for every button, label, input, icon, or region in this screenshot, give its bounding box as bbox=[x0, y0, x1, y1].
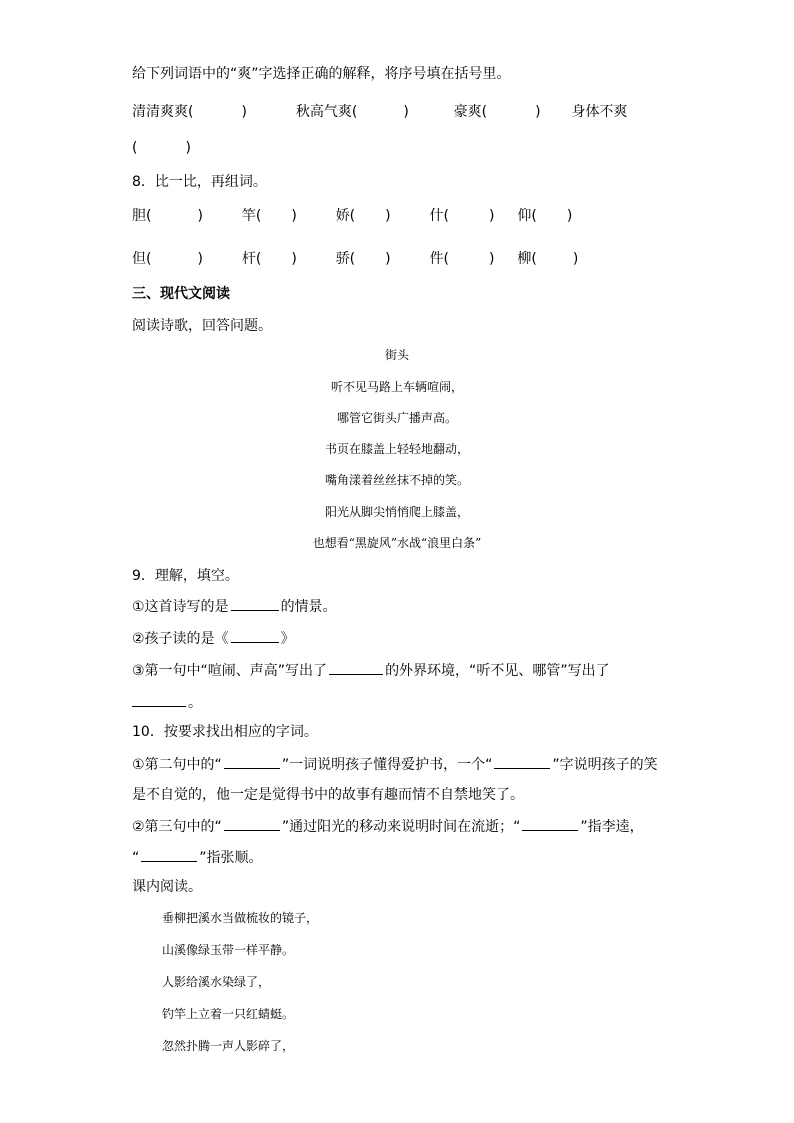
answer-blank[interactable] bbox=[231, 596, 279, 611]
poem-line: 阳光从脚尖悄悄爬上膝盖， bbox=[324, 505, 469, 519]
q10-title: 10．按要求找出相应的字词。 bbox=[132, 724, 318, 740]
section-3-title: 三、现代文阅读 bbox=[132, 286, 230, 302]
poem2-line: 忽然扑腾一声人影碎了， bbox=[162, 1039, 295, 1053]
q8-title: 8．比一比，再组词。 bbox=[132, 174, 267, 190]
poem2-line: 垂柳把溪水当做梳妆的镜子， bbox=[162, 911, 319, 925]
read-instruction: 阅读诗歌，回答问题。 bbox=[132, 318, 272, 334]
poem2-line: 山溪像绿玉带一样平静。 bbox=[162, 943, 295, 957]
poem2-line: 钓竿上立着一只红蜻蜓。 bbox=[162, 1007, 295, 1021]
answer-blank[interactable] bbox=[522, 816, 578, 831]
ketang-title: 课内阅读。 bbox=[132, 879, 202, 895]
answer-blank[interactable] bbox=[231, 628, 279, 643]
poem-line: 书页在膝盖上轻轻地翻动， bbox=[324, 442, 469, 456]
poem-line: 嘴角漾着丝丝抹不掉的笑。 bbox=[324, 473, 469, 487]
poem-line: 听不见马路上车辆喧闹， bbox=[330, 380, 463, 394]
q7-instruction: 给下列词语中的“爽”字选择正确的解释，将序号填在括号里。 bbox=[132, 66, 511, 82]
q8-row2: 但( ) 杆( ) 骄( ) 件( ) 柳( ) bbox=[132, 251, 579, 267]
q9-title: 9．理解，填空。 bbox=[132, 568, 239, 584]
q10-1: ①第二句中的“ ”一词说明孩子懂得爱护书，一个“ ”字说明孩子的笑 bbox=[132, 754, 658, 775]
q10-2: ②第三句中的“ ”通过阳光的移动来说明时间在流逝；“ ”指李逵， bbox=[132, 816, 644, 837]
answer-blank[interactable] bbox=[141, 847, 197, 862]
q9-2: ②孩子读的是《 》 bbox=[132, 628, 295, 649]
answer-blank[interactable] bbox=[224, 754, 280, 769]
poem2-line: 人影给溪水染绿了， bbox=[162, 975, 271, 989]
q7-wrap: ( ) bbox=[132, 140, 191, 156]
q7-item-4: 身体不爽 bbox=[571, 104, 628, 120]
answer-blank[interactable] bbox=[329, 660, 383, 675]
answer-blank[interactable] bbox=[132, 692, 186, 707]
q10-2-cont: “ ”指张顺。 bbox=[132, 847, 263, 868]
q7-item-1: 清清爽爽( bbox=[132, 104, 194, 120]
answer-blank[interactable] bbox=[494, 754, 550, 769]
q7-item-2: 秋高气爽( bbox=[295, 104, 358, 120]
q9-1: ①这首诗写的是 的情景。 bbox=[132, 596, 337, 617]
answer-blank[interactable] bbox=[224, 816, 280, 831]
poem-title: 街头 bbox=[384, 348, 409, 362]
poem-line: 也想看“黑旋风”水战“浪里白条” bbox=[312, 536, 482, 550]
q10-1-cont: 是不自觉的，他一定是觉得书中的故事有趣而情不自禁地笑了。 bbox=[132, 787, 524, 803]
q8-row1: 胆( ) 竿( ) 娇( ) 什( ) 仰( ) bbox=[132, 208, 573, 224]
q9-3: ③第一句中“喧闹、声高”写出了 的外界环境，“听不见、哪管”写出了 bbox=[132, 660, 610, 681]
q9-3-cont: 。 bbox=[132, 692, 202, 713]
poem-line: 哪管它街头广播声高。 bbox=[336, 411, 457, 425]
q7-item-3: 豪爽( bbox=[453, 104, 488, 120]
q7-items: 清清爽爽( ) 秋高气爽( ) 豪爽( ) 身体不爽 bbox=[132, 104, 628, 120]
